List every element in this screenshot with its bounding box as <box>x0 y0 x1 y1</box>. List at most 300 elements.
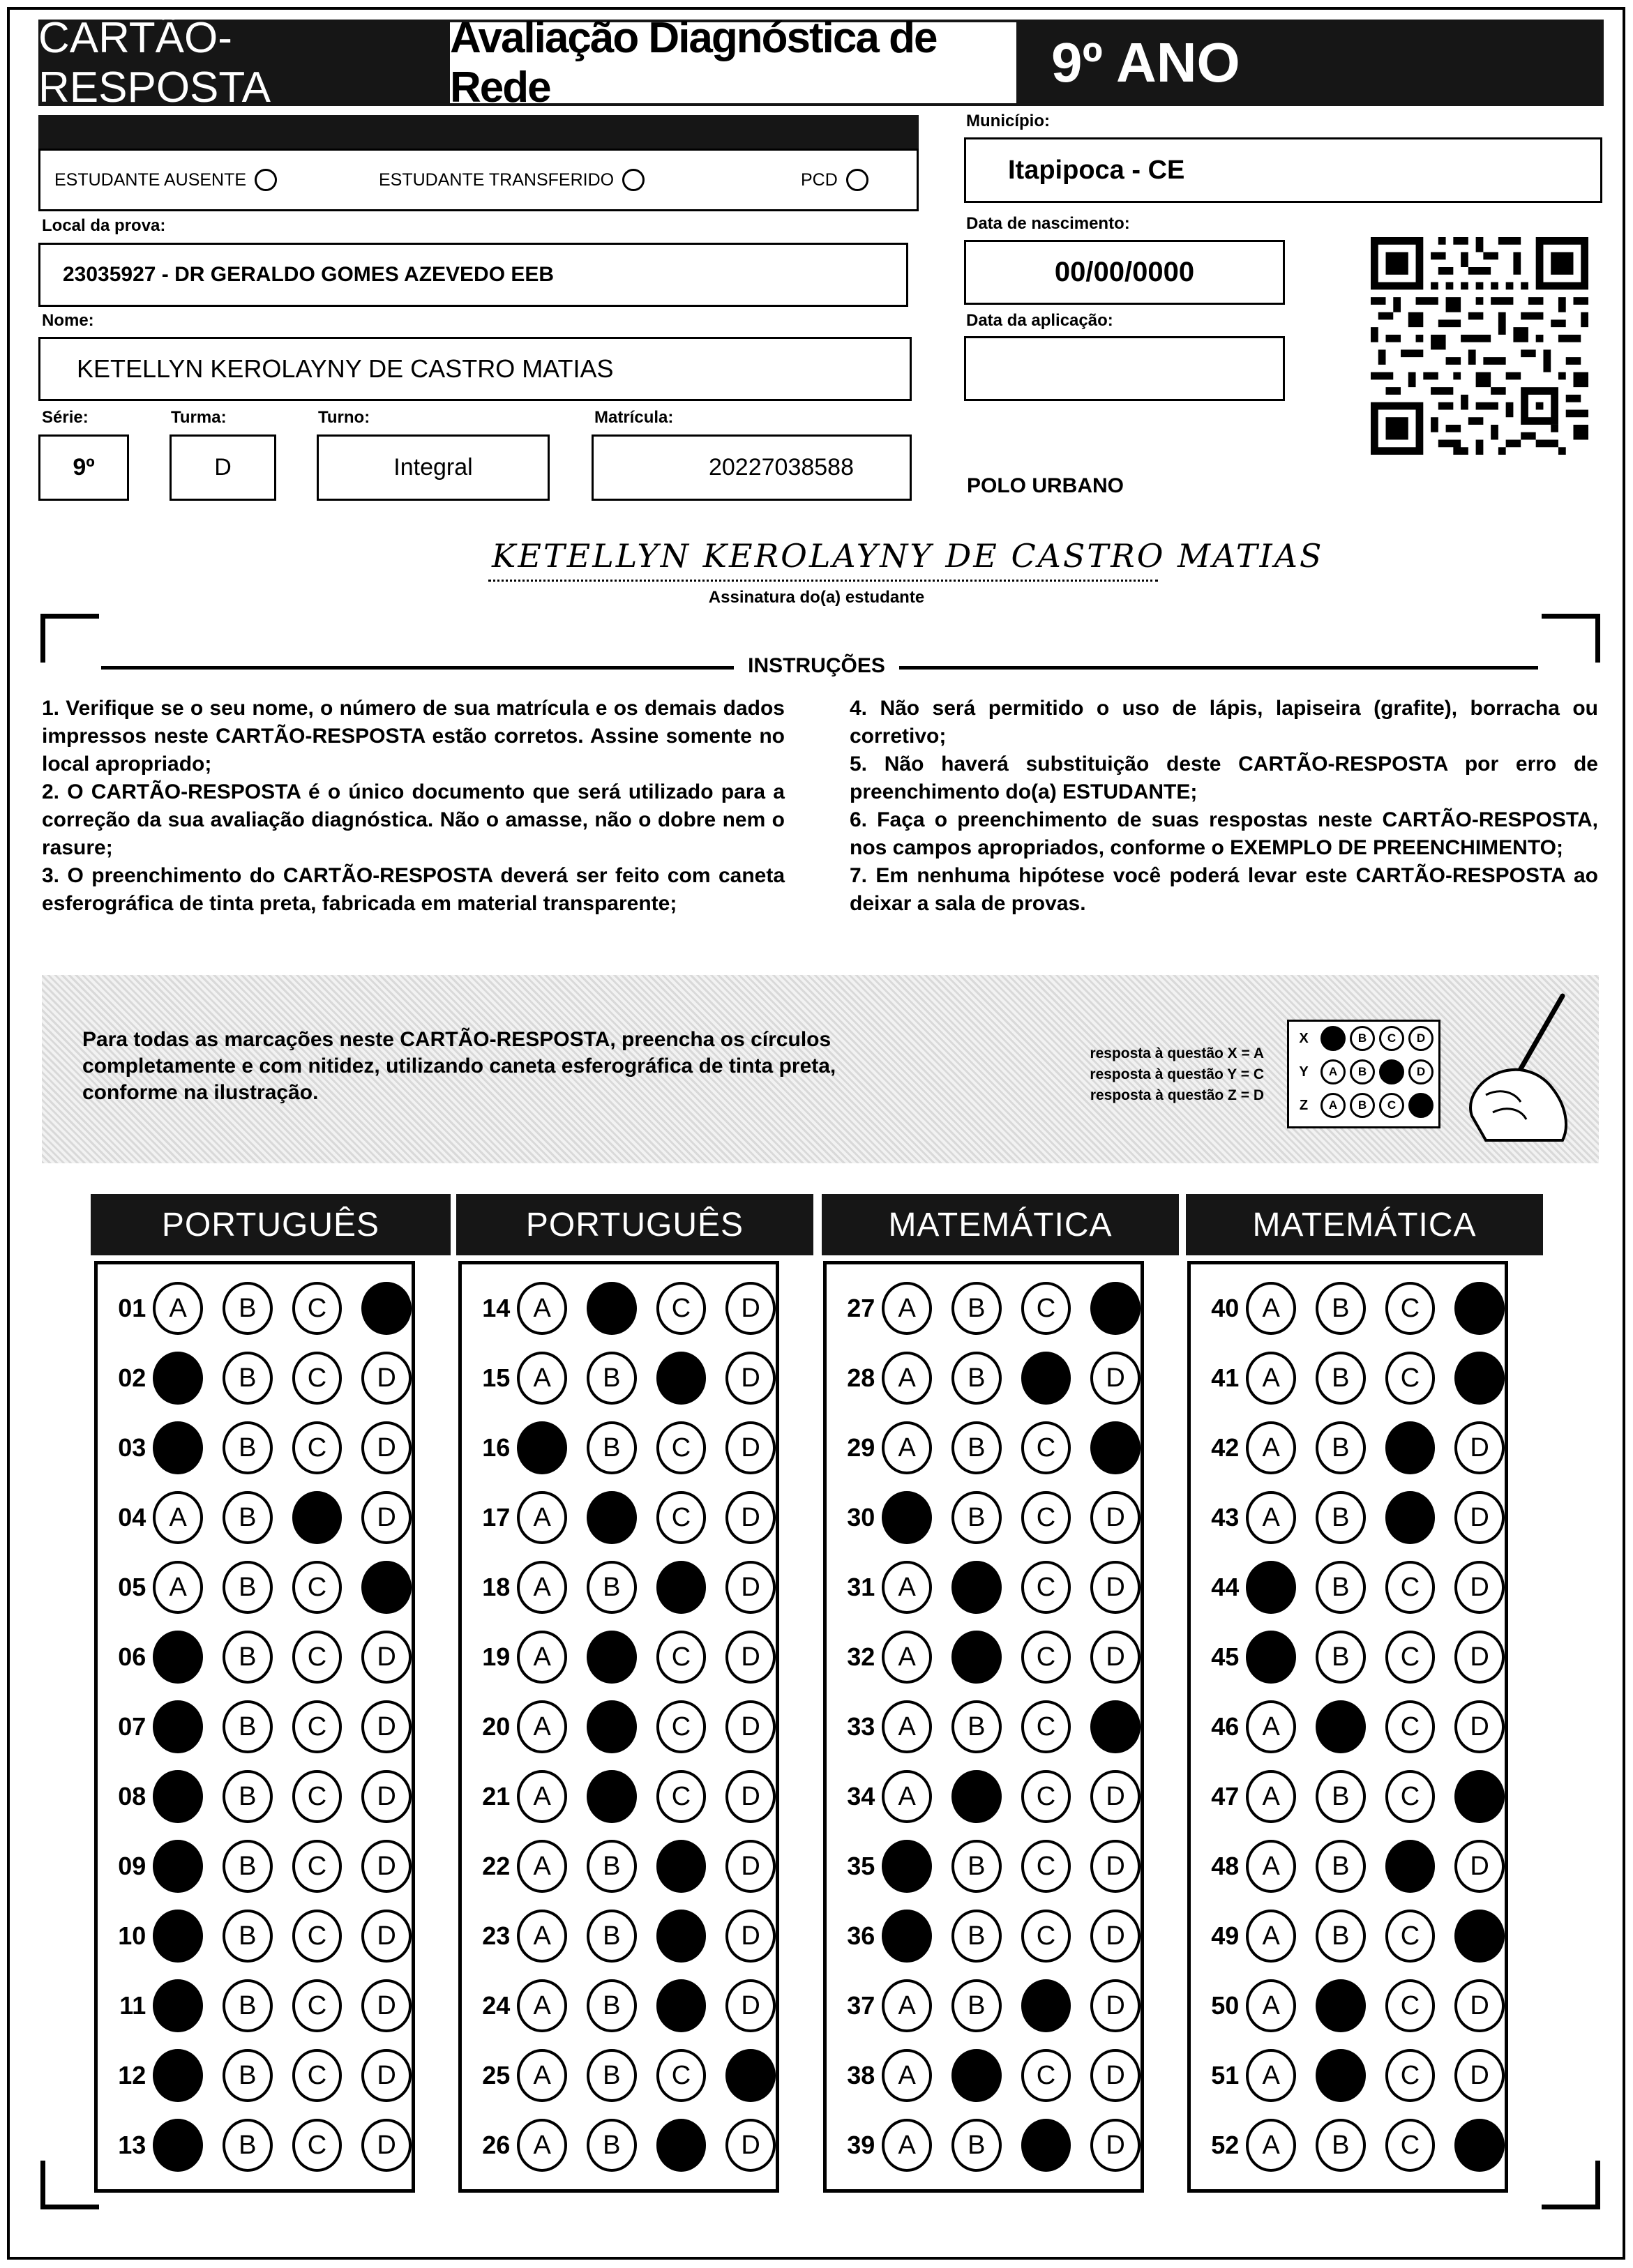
question-number: 08 <box>118 1782 146 1810</box>
answer-bubble-c[interactable]: C <box>1021 1770 1071 1823</box>
answer-bubble-c[interactable]: C <box>656 1700 707 1753</box>
answer-bubble-d[interactable]: D <box>725 1491 776 1544</box>
absent-option[interactable]: ESTUDANTE AUSENTE <box>54 169 277 191</box>
question-number: 22 <box>482 1852 511 1880</box>
question-row <box>1191 1486 1505 1549</box>
answer-bubble-d[interactable]: D <box>361 1282 412 1335</box>
answer-bubble-a[interactable]: A <box>517 1700 567 1753</box>
answer-bubble-c[interactable]: C <box>292 2119 343 2172</box>
answer-bubble-b[interactable]: B <box>951 1421 1002 1474</box>
answer-bubble-a[interactable]: A <box>882 2119 932 2172</box>
answer-bubble-c[interactable]: C <box>1021 1561 1071 1614</box>
answer-bubble-c[interactable]: C <box>1385 2049 1436 2102</box>
answer-bubble-d[interactable]: D <box>1454 1631 1505 1684</box>
answer-bubble-d[interactable]: D <box>1454 2049 1505 2102</box>
answer-bubble-b[interactable]: B <box>1316 1561 1366 1614</box>
answer-bubble-a[interactable]: A <box>517 1979 567 2032</box>
question-number: 15 <box>482 1363 511 1392</box>
answer-bubble-a[interactable]: A <box>153 2119 203 2172</box>
answer-bubble-a[interactable]: A <box>882 1352 932 1405</box>
answer-bubble-a[interactable]: A <box>1246 2119 1296 2172</box>
turma-field: D <box>170 434 276 501</box>
answer-column <box>1187 1261 1508 2193</box>
answer-bubble-b[interactable]: B <box>223 1421 273 1474</box>
answer-bubble-a[interactable]: A <box>882 2049 932 2102</box>
answer-bubble-d[interactable]: D <box>361 2119 412 2172</box>
answer-bubble-c[interactable]: C <box>1385 1352 1436 1405</box>
answer-bubble-a[interactable]: A <box>1246 1421 1296 1474</box>
answer-bubble-d[interactable]: D <box>361 1770 412 1823</box>
answer-bubble-d[interactable]: D <box>1454 1491 1505 1544</box>
answer-bubble-a[interactable]: A <box>517 2119 567 2172</box>
answer-bubble-a[interactable]: A <box>153 1421 203 1474</box>
answer-bubble-d[interactable]: D <box>361 1352 412 1405</box>
question-row <box>98 1835 412 1898</box>
question-row <box>98 2044 412 2107</box>
answer-bubble-b[interactable]: B <box>1316 1631 1366 1684</box>
answer-bubble-d[interactable]: D <box>1090 1352 1141 1405</box>
answer-bubble-d[interactable]: D <box>1090 1421 1141 1474</box>
answer-bubble-d[interactable]: D <box>1090 2049 1141 2102</box>
answer-bubble-b[interactable]: B <box>1316 1700 1366 1753</box>
question-row <box>1191 1626 1505 1688</box>
answer-bubble-b[interactable]: B <box>951 2119 1002 2172</box>
question-row <box>462 2114 776 2177</box>
answer-bubble-c[interactable]: C <box>656 1770 707 1823</box>
question-row <box>1191 1835 1505 1898</box>
question-row <box>462 1905 776 1967</box>
question-row <box>462 1765 776 1828</box>
question-number: 17 <box>482 1503 511 1532</box>
answer-bubble-a[interactable]: A <box>1246 1561 1296 1614</box>
answer-bubble-b[interactable]: B <box>1316 1491 1366 1544</box>
answer-bubble-a[interactable]: A <box>517 1421 567 1474</box>
answer-bubble-c[interactable]: C <box>292 2049 343 2102</box>
question-number: 12 <box>118 2061 146 2089</box>
answer-bubble-d[interactable]: D <box>361 1561 412 1614</box>
answer-bubble-c[interactable]: C <box>1385 1631 1436 1684</box>
answer-bubble-d[interactable]: D <box>725 1421 776 1474</box>
answer-bubble-c[interactable]: C <box>656 1491 707 1544</box>
registration-mark-bottom-left <box>40 2161 99 2209</box>
question-number: 20 <box>482 1712 511 1741</box>
answer-bubble-c[interactable]: C <box>1385 1491 1436 1544</box>
answer-bubble-a[interactable]: A <box>517 1561 567 1614</box>
answer-bubble-b[interactable]: B <box>223 2119 273 2172</box>
answer-bubble-d[interactable]: D <box>1090 1840 1141 1893</box>
answer-bubble-b[interactable]: B <box>1316 2119 1366 2172</box>
answer-bubble-b[interactable]: B <box>587 1700 637 1753</box>
question-number: 16 <box>482 1433 511 1462</box>
answer-bubble-a[interactable]: A <box>882 1840 932 1893</box>
answer-bubble-a[interactable]: A <box>882 1770 932 1823</box>
answer-bubble-b[interactable]: B <box>951 2049 1002 2102</box>
answer-bubble-d[interactable]: D <box>725 1631 776 1684</box>
answer-bubble-b[interactable]: B <box>587 1910 637 1963</box>
answer-bubble-d[interactable]: D <box>361 1840 412 1893</box>
question-number: 34 <box>847 1782 875 1810</box>
answer-bubble-b[interactable]: B <box>223 1491 273 1544</box>
answer-bubble-d[interactable]: D <box>1454 1561 1505 1614</box>
answer-bubble-a[interactable]: A <box>153 1840 203 1893</box>
answer-bubble-c[interactable]: C <box>292 1770 343 1823</box>
fill-example-text: Para todas as marcações neste CARTÃO-RESPOSTA, preencha os círculos completamente e com nitidez, utilizando caneta esferográfica de tinta preta, conforme na ilustração. <box>82 1028 836 1104</box>
answer-bubble-c[interactable]: C <box>292 1282 343 1335</box>
answer-bubble-d[interactable]: D <box>1090 2119 1141 2172</box>
answer-bubble-a[interactable]: A <box>1246 1352 1296 1405</box>
answer-bubble-c[interactable]: C <box>656 1421 707 1474</box>
question-number: 10 <box>118 1921 146 1950</box>
answer-bubble-c[interactable]: C <box>1021 1491 1071 1544</box>
answer-bubble-a[interactable]: A <box>1246 1910 1296 1963</box>
answer-bubble-c[interactable]: C <box>1021 1352 1071 1405</box>
question-row <box>98 2114 412 2177</box>
answer-bubble-b[interactable]: B <box>1316 2049 1366 2102</box>
answer-bubble-b[interactable]: B <box>587 1352 637 1405</box>
answer-bubble-a[interactable]: A <box>882 1282 932 1335</box>
fill-example-grid <box>1287 1020 1440 1128</box>
answer-bubble-d[interactable]: D <box>1090 1910 1141 1963</box>
answer-bubble-d[interactable]: D <box>1090 1770 1141 1823</box>
answer-bubble-a[interactable]: A <box>882 1561 932 1614</box>
answer-bubble-b[interactable]: B <box>223 1561 273 1614</box>
question-row <box>462 1277 776 1340</box>
question-row <box>462 1974 776 2037</box>
answer-bubble-d[interactable]: D <box>725 1840 776 1893</box>
answer-bubble-d[interactable]: D <box>725 1979 776 2032</box>
answer-bubble-d[interactable]: D <box>725 2119 776 2172</box>
answer-bubble-b[interactable]: B <box>223 1700 273 1753</box>
answer-bubble-c[interactable]: C <box>292 1421 343 1474</box>
answer-bubble-b[interactable]: B <box>587 1491 637 1544</box>
answer-bubble-d[interactable]: D <box>725 1561 776 1614</box>
question-row <box>1191 1765 1505 1828</box>
answer-bubble-b[interactable]: B <box>587 1770 637 1823</box>
answer-bubble-d[interactable]: D <box>1454 1700 1505 1753</box>
answer-bubble-c[interactable]: C <box>1021 1282 1071 1335</box>
answer-bubble-c[interactable]: C <box>1385 2119 1436 2172</box>
question-row <box>827 1277 1141 1340</box>
answer-bubble-d[interactable]: D <box>1090 1979 1141 2032</box>
answer-bubble-b[interactable]: B <box>951 1840 1002 1893</box>
answer-bubble-c[interactable]: C <box>1385 1282 1436 1335</box>
answer-bubble-a[interactable]: A <box>153 1491 203 1544</box>
birthdate-field: 00/00/0000 <box>964 240 1285 305</box>
answer-bubble-d[interactable]: D <box>361 2049 412 2102</box>
question-number: 11 <box>119 1991 146 2020</box>
question-row <box>1191 2044 1505 2107</box>
answer-bubble-a[interactable]: A <box>153 2049 203 2102</box>
answer-bubble-d[interactable]: D <box>1454 1352 1505 1405</box>
question-number: 33 <box>847 1712 875 1741</box>
answer-bubble-a[interactable]: A <box>517 1910 567 1963</box>
subject-header: MATEMÁTICA <box>1186 1194 1543 1255</box>
answer-bubble-d[interactable]: D <box>1454 1910 1505 1963</box>
question-number: 05 <box>118 1573 146 1601</box>
question-number: 19 <box>482 1642 511 1671</box>
answer-bubble-c[interactable]: C <box>656 1282 707 1335</box>
question-row <box>1191 1277 1505 1340</box>
answer-bubble-d[interactable]: D <box>725 1770 776 1823</box>
question-row <box>98 1486 412 1549</box>
instruction-item: 4. Não será permitido o uso de lápis, lapiseira (grafite), borracha ou corretivo; <box>850 697 1598 748</box>
answer-bubble-b[interactable]: B <box>951 1352 1002 1405</box>
question-row <box>827 1765 1141 1828</box>
answer-bubble-b[interactable]: B <box>951 1770 1002 1823</box>
matricula-field: 20227038588 <box>592 434 912 501</box>
subject-header: PORTUGUÊS <box>456 1194 813 1255</box>
question-row <box>98 1626 412 1688</box>
instruction-item: 7. Em nenhuma hipótese você poderá levar este CARTÃO-RESPOSTA ao deixar a sala de provas. <box>850 864 1598 915</box>
example-bubble-c: C <box>1379 1026 1404 1051</box>
answer-bubble-c[interactable]: C <box>292 1910 343 1963</box>
question-row <box>827 1905 1141 1967</box>
answer-bubble-d[interactable]: D <box>361 1979 412 2032</box>
question-number: 14 <box>482 1294 511 1322</box>
answer-bubble-b[interactable]: B <box>951 1561 1002 1614</box>
answer-bubble-a[interactable]: A <box>153 1631 203 1684</box>
answer-bubble-c[interactable]: C <box>656 1352 707 1405</box>
question-row <box>827 1486 1141 1549</box>
answer-bubble-a[interactable]: A <box>882 1700 932 1753</box>
answer-bubble-d[interactable]: D <box>725 1282 776 1335</box>
answer-bubble-a[interactable]: A <box>1246 1840 1296 1893</box>
answer-bubble-c[interactable]: C <box>1021 2049 1071 2102</box>
answer-bubble-b[interactable]: B <box>1316 1352 1366 1405</box>
example-bubble-d: D <box>1408 1059 1433 1084</box>
answer-bubble-c[interactable]: C <box>1021 1421 1071 1474</box>
answer-bubble-c[interactable]: C <box>1021 1700 1071 1753</box>
answer-bubble-c[interactable]: C <box>292 1979 343 2032</box>
answer-bubble-d[interactable]: D <box>1090 1561 1141 1614</box>
answer-bubble-d[interactable]: D <box>1090 1631 1141 1684</box>
qr-code-icon <box>1371 237 1588 455</box>
answer-bubble-a[interactable]: A <box>1246 1770 1296 1823</box>
answer-bubble-c[interactable]: C <box>1385 1840 1436 1893</box>
answer-bubble-c[interactable]: C <box>292 1491 343 1544</box>
answer-bubble-b[interactable]: B <box>951 1700 1002 1753</box>
answer-bubble-b[interactable]: B <box>1316 1910 1366 1963</box>
answer-bubble-c[interactable]: C <box>1021 1910 1071 1963</box>
question-row <box>462 1695 776 1758</box>
question-number: 07 <box>118 1712 146 1741</box>
answer-bubble-a[interactable]: A <box>1246 1700 1296 1753</box>
answer-bubble-b[interactable]: B <box>223 1282 273 1335</box>
answer-bubble-a[interactable]: A <box>517 1631 567 1684</box>
answer-bubble-d[interactable]: D <box>361 1700 412 1753</box>
answer-bubble-a[interactable]: A <box>1246 1631 1296 1684</box>
absent-bubble[interactable] <box>255 169 277 191</box>
answer-bubble-c[interactable]: C <box>1385 1421 1436 1474</box>
answer-bubble-b[interactable]: B <box>587 2119 637 2172</box>
answer-bubble-c[interactable]: C <box>656 1561 707 1614</box>
answer-bubble-b[interactable]: B <box>587 2049 637 2102</box>
answer-bubble-b[interactable]: B <box>587 1979 637 2032</box>
answer-bubble-d[interactable]: D <box>1454 1282 1505 1335</box>
answer-bubble-b[interactable]: B <box>223 1770 273 1823</box>
question-row <box>1191 1556 1505 1619</box>
answer-bubble-d[interactable]: D <box>361 1910 412 1963</box>
example-bubble-d: D <box>1408 1026 1433 1051</box>
transferred-bubble[interactable] <box>622 169 645 191</box>
answer-bubble-d[interactable]: D <box>361 1491 412 1544</box>
answer-bubble-b[interactable]: B <box>587 1282 637 1335</box>
answer-bubble-a[interactable]: A <box>517 1491 567 1544</box>
question-row <box>1191 2114 1505 2177</box>
answer-bubble-a[interactable]: A <box>517 1770 567 1823</box>
question-row <box>827 1416 1141 1479</box>
answer-bubble-c[interactable]: C <box>656 2119 707 2172</box>
answer-bubble-b[interactable]: B <box>1316 1770 1366 1823</box>
application-date-field <box>964 336 1285 401</box>
answer-bubble-d[interactable]: D <box>725 1352 776 1405</box>
answer-bubble-b[interactable]: B <box>223 1352 273 1405</box>
answer-bubble-b[interactable]: B <box>1316 1979 1366 2032</box>
answer-bubble-d[interactable]: D <box>1454 2119 1505 2172</box>
pcd-bubble[interactable] <box>846 169 868 191</box>
answer-bubble-c[interactable]: C <box>656 1910 707 1963</box>
example-bubble-b: B <box>1350 1093 1375 1118</box>
question-number: 48 <box>1211 1852 1240 1880</box>
answer-bubble-d[interactable]: D <box>1454 1840 1505 1893</box>
answer-bubble-d[interactable]: D <box>1090 1282 1141 1335</box>
answer-bubble-c[interactable]: C <box>292 1840 343 1893</box>
answer-bubble-c[interactable]: C <box>1385 1979 1436 2032</box>
answer-bubble-d[interactable]: D <box>1454 1770 1505 1823</box>
instructions-heading: INSTRUÇÕES <box>0 654 1633 678</box>
answer-bubble-a[interactable]: A <box>882 1631 932 1684</box>
answer-bubble-d[interactable]: D <box>1454 1421 1505 1474</box>
answer-bubble-a[interactable]: A <box>1246 1979 1296 2032</box>
answer-bubble-c[interactable]: C <box>292 1352 343 1405</box>
answer-bubble-c[interactable]: C <box>1021 1840 1071 1893</box>
answer-bubble-a[interactable]: A <box>882 1421 932 1474</box>
answer-bubble-a[interactable]: A <box>1246 1491 1296 1544</box>
question-number: 45 <box>1211 1642 1240 1671</box>
example-bubble-a: A <box>1320 1059 1346 1084</box>
instruction-item: 2. O CARTÃO-RESPOSTA é o único documento que será utilizado para a correção da sua avaliação diagnóstica. Não o amasse, não o dobre nem o rasure; <box>42 780 785 859</box>
answer-bubble-b[interactable]: B <box>1316 1282 1366 1335</box>
answer-bubble-c[interactable]: C <box>656 1979 707 2032</box>
location-field: 23035927 - DR GERALDO GOMES AZEVEDO EEB <box>38 243 908 307</box>
answer-bubble-a[interactable]: A <box>153 1700 203 1753</box>
question-number: 28 <box>847 1363 875 1392</box>
answer-bubble-b[interactable]: B <box>951 1631 1002 1684</box>
answer-bubble-b[interactable]: B <box>951 1910 1002 1963</box>
example-bubble-b: B <box>1350 1026 1375 1051</box>
answer-bubble-d[interactable]: D <box>725 2049 776 2102</box>
answer-bubble-b[interactable]: B <box>223 1631 273 1684</box>
question-row <box>98 1765 412 1828</box>
answer-bubble-b[interactable]: B <box>587 1421 637 1474</box>
answer-bubble-c[interactable]: C <box>656 2049 707 2102</box>
answer-bubble-c[interactable]: C <box>1385 1770 1436 1823</box>
question-number: 29 <box>847 1433 875 1462</box>
answer-bubble-a[interactable]: A <box>153 1352 203 1405</box>
example-bubble-a: A <box>1320 1093 1346 1118</box>
question-number: 02 <box>118 1363 146 1392</box>
answer-bubble-c[interactable]: C <box>292 1561 343 1614</box>
instruction-item: 1. Verifique se o seu nome, o número de sua matrícula e os demais dados impressos neste CARTÃO-RESPOSTA estão corretos. Assine somente no local apropriado; <box>42 697 785 776</box>
pcd-option[interactable]: PCD <box>801 169 868 191</box>
example-bubble-b: B <box>1350 1059 1375 1084</box>
answer-bubble-b[interactable]: B <box>223 1910 273 1963</box>
answer-bubble-a[interactable]: A <box>1246 2049 1296 2102</box>
answer-bubble-b[interactable]: B <box>951 1282 1002 1335</box>
answer-bubble-c[interactable]: C <box>1021 2119 1071 2172</box>
answer-bubble-a[interactable]: A <box>517 1282 567 1335</box>
name-label: Nome: <box>42 311 94 330</box>
answer-bubble-b[interactable]: B <box>951 1979 1002 2032</box>
answer-bubble-c[interactable]: C <box>292 1700 343 1753</box>
answer-bubble-a[interactable]: A <box>517 1840 567 1893</box>
question-row <box>827 2044 1141 2107</box>
question-number: 47 <box>1211 1782 1240 1810</box>
answer-bubble-b[interactable]: B <box>587 1840 637 1893</box>
answer-bubble-b[interactable]: B <box>1316 1421 1366 1474</box>
answer-bubble-c[interactable]: C <box>1385 1910 1436 1963</box>
question-number: 32 <box>847 1642 875 1671</box>
answer-bubble-d[interactable]: D <box>1090 1491 1141 1544</box>
answer-bubble-c[interactable]: C <box>1385 1561 1436 1614</box>
answer-bubble-a[interactable]: A <box>517 1352 567 1405</box>
answer-bubble-c[interactable]: C <box>656 1631 707 1684</box>
answer-bubble-a[interactable]: A <box>1246 1282 1296 1335</box>
answer-bubble-b[interactable]: B <box>587 1631 637 1684</box>
answer-bubble-d[interactable]: D <box>1090 1700 1141 1753</box>
question-number: 24 <box>482 1991 511 2020</box>
answer-bubble-d[interactable]: D <box>361 1631 412 1684</box>
answer-bubble-d[interactable]: D <box>1454 1979 1505 2032</box>
answer-bubble-a[interactable]: A <box>153 1979 203 2032</box>
answer-bubble-b[interactable]: B <box>587 1561 637 1614</box>
transferred-option[interactable]: ESTUDANTE TRANSFERIDO <box>379 169 645 191</box>
example-row-label: Y <box>1299 1064 1309 1080</box>
answer-bubble-a[interactable]: A <box>153 1770 203 1823</box>
answer-bubble-d[interactable]: D <box>361 1421 412 1474</box>
answer-bubble-b[interactable]: B <box>223 1979 273 2032</box>
answer-bubble-a[interactable]: A <box>153 1910 203 1963</box>
answer-bubble-b[interactable]: B <box>223 1840 273 1893</box>
answer-bubble-c[interactable]: C <box>1021 1631 1071 1684</box>
answer-bubble-a[interactable]: A <box>882 1910 932 1963</box>
question-row <box>827 1347 1141 1409</box>
answer-bubble-a[interactable]: A <box>517 2049 567 2102</box>
answer-bubble-c[interactable]: C <box>1021 1979 1071 2032</box>
answer-bubble-d[interactable]: D <box>725 1700 776 1753</box>
question-row <box>98 1556 412 1619</box>
answer-bubble-b[interactable]: B <box>1316 1840 1366 1893</box>
question-number: 52 <box>1211 2131 1240 2159</box>
answer-bubble-c[interactable]: C <box>656 1840 707 1893</box>
answer-bubble-a[interactable]: A <box>153 1282 203 1335</box>
serie-label: Série: <box>42 408 89 427</box>
question-number: 04 <box>118 1503 146 1532</box>
answer-bubble-c[interactable]: C <box>292 1631 343 1684</box>
question-row <box>827 1974 1141 2037</box>
example-row-label: X <box>1299 1030 1309 1046</box>
answer-bubble-c[interactable]: C <box>1385 1700 1436 1753</box>
answer-bubble-d[interactable]: D <box>725 1910 776 1963</box>
answer-bubble-a[interactable]: A <box>882 1491 932 1544</box>
answer-bubble-b[interactable]: B <box>223 2049 273 2102</box>
question-number: 36 <box>847 1921 875 1950</box>
question-number: 37 <box>847 1991 875 2020</box>
answer-bubble-b[interactable]: B <box>951 1491 1002 1544</box>
instruction-item: 6. Faça o preenchimento de suas respostas neste CARTÃO-RESPOSTA, nos campos apropriados, conforme o EXEMPLO DE PREENCHIMENTO; <box>850 808 1598 859</box>
answer-bubble-a[interactable]: A <box>153 1561 203 1614</box>
answer-bubble-a[interactable]: A <box>882 1979 932 2032</box>
